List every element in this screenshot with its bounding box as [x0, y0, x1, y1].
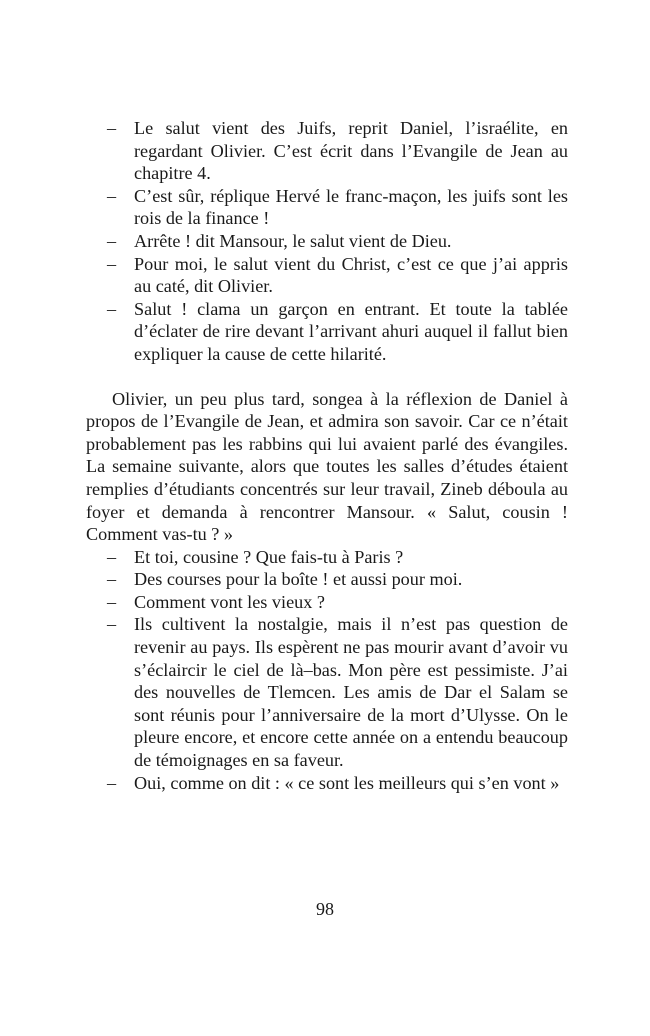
dialogue-line — [86, 772, 568, 795]
page-number: 98 — [316, 899, 334, 919]
dialogue-block-1 — [86, 117, 568, 366]
dialogue-text: Et toi, cousine ? Que fais-tu à Paris ? — [134, 546, 404, 567]
dialogue-line — [86, 230, 568, 253]
dash-marker: – — [107, 230, 117, 251]
dialogue-text: Ils cultivent la nostalgie, mais il n’est pas question de revenir au pays. Ils espèrent ne pas mourir avant d’avoir vu s’éclaircir le ciel de là–bas. Mon père est pessimiste. J’ai des nouvelles de Tlemcen. Les amis de Dar el Salam se sont réunis pour l’anniversaire de la mort d’Ulysse. On le pleure encore, et encore cette année on a entendu beaucoup de témoignages en sa faveur. — [134, 614, 568, 771]
dash-marker: – — [107, 591, 117, 612]
dialogue-line — [86, 253, 568, 298]
dialogue-text: Arrête ! dit Mansour, le salut vient de Dieu. — [134, 230, 452, 251]
dialogue-line — [86, 546, 568, 569]
dialogue-text: Salut ! clama un garçon en entrant. Et toute la tablée d’éclater de rire devant l’arrivant ahuri auquel il fallut bien expliquer la cause de cette hilarité. — [134, 298, 568, 364]
dash-marker: – — [107, 614, 117, 635]
dialogue-text: Pour moi, le salut vient du Christ, c’est ce que j’ai appris au caté, dit Olivier. — [134, 253, 568, 297]
dialogue-text: Oui, comme on dit : « ce sont les meilleurs qui s’en vont » — [134, 772, 560, 793]
dash-marker: – — [107, 569, 117, 590]
dialogue-line — [86, 298, 568, 366]
narrative-paragraph: Olivier, un peu plus tard, songea à la réflexion de Daniel à propos de l’Evangile de Jean, et admira son savoir. Car ce n’était probablement pas les rabbins qui lui avaient parlé des évangiles. La semaine suivante, alors que toutes les salles d’études étaient remplies d’étudiants concentrés sur leur travail, Zineb déboula au foyer et demanda à rencontrer Mansour. « Salut, cousin ! Comment vas-tu ? » — [86, 388, 568, 545]
dash-marker: – — [107, 253, 117, 274]
dash-marker: – — [107, 185, 117, 206]
dash-marker: – — [107, 772, 117, 793]
dialogue-text: Comment vont les vieux ? — [134, 591, 325, 612]
dialogue-line — [86, 591, 568, 614]
dialogue-text: Des courses pour la boîte ! et aussi pour moi. — [134, 569, 463, 590]
dialogue-text: Le salut vient des Juifs, reprit Daniel, l’israélite, en regardant Olivier. C’est écrit dans l’Evangile de Jean au chapitre 4. — [134, 118, 568, 184]
dash-marker: – — [107, 546, 117, 567]
dialogue-text: C’est sûr, réplique Hervé le franc-maçon, les juifs sont les rois de la finance ! — [134, 185, 568, 229]
dialogue-line — [86, 117, 568, 185]
page-body — [86, 117, 568, 794]
dialogue-line — [86, 185, 568, 230]
dialogue-block-2 — [86, 546, 568, 795]
dash-marker: – — [107, 298, 117, 319]
dialogue-line — [86, 568, 568, 591]
dash-marker: – — [107, 118, 117, 138]
dialogue-line — [86, 613, 568, 771]
